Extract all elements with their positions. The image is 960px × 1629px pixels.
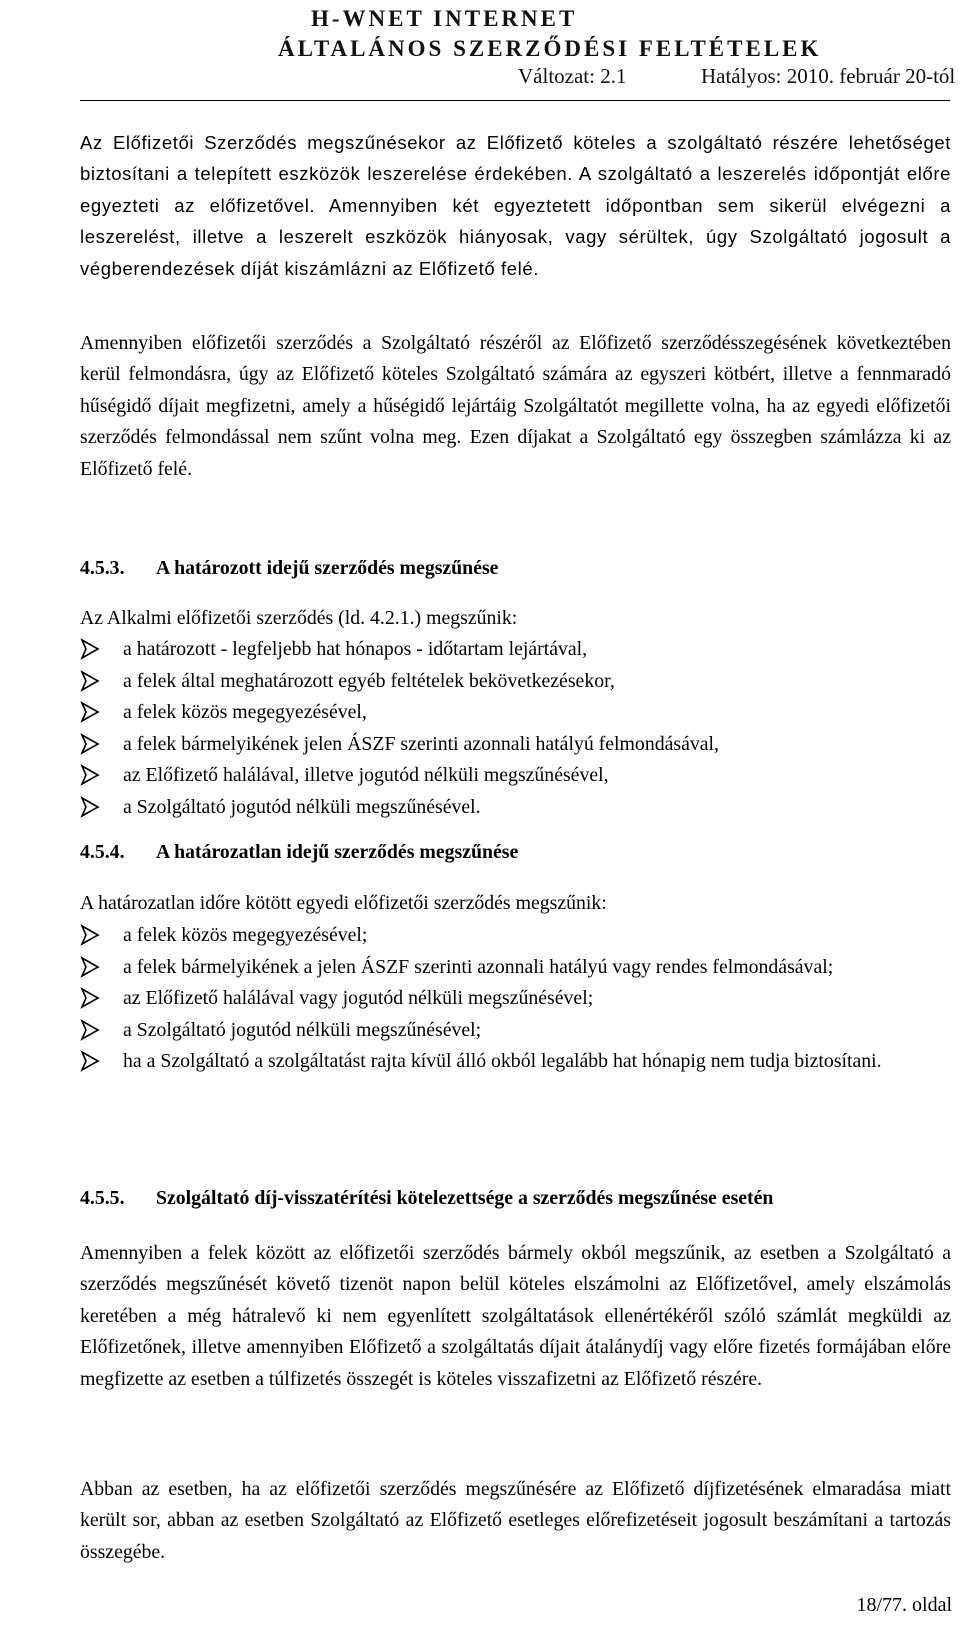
section-number: 4.5.4.	[80, 841, 125, 863]
section-intro-453: Az Alkalmi előfizetői szerződés (ld. 4.2.1.) megszűnik:	[80, 607, 518, 629]
list-item-text: a felek bármelyikének jelen ÁSZF szerinti azonnali hatályú felmondásával,	[123, 732, 719, 755]
list-item	[80, 920, 951, 952]
list-item-text: a Szolgáltató jogutód nélküli megszűnésével;	[123, 1018, 482, 1041]
section-title: A határozott idejű szerződés megszűnése	[156, 557, 499, 579]
list-item-text: a felek bármelyikének a jelen ÁSZF szerinti azonnali hatályú vagy rendes felmondásával;	[123, 955, 834, 978]
section-heading-453	[80, 553, 498, 583]
arrow-bullet-icon	[80, 764, 100, 786]
list-item	[80, 760, 951, 792]
paragraph-refund: Amennyiben a felek között az előfizetői szerződés bármely okból megszűnik, az esetben a Szolgáltató a szerződés megszűnését követő tizenöt napon belül köteles elszámolni az Előfizetővel, amely elszámolás keretében a még hátralevő ki nem egyenlített szolgáltatások ellenértékéről szóló számlát megküldi az Előfizetőnek, illetve amennyiben Előfizető a szolgáltatás díjait átalánydíj vagy előre fizetés formájában előre megfizette az esetben a túlfizetés összegét is köteles visszafizetni az Előfizető részére.	[80, 1242, 951, 1390]
list-item	[80, 983, 951, 1015]
section-title: Szolgáltató díj-visszatérítési kötelezettsége a szerződés megszűnése esetén	[156, 1187, 774, 1209]
arrow-bullet-icon	[80, 796, 100, 818]
arrow-bullet-icon	[80, 670, 100, 692]
paragraph-dismantling: Az Előfizetői Szerződés megszűnésekor az Előfizető köteles a szolgáltató részére lehetőséget biztosítani a telepített eszközök leszerelése érdekében. A szolgáltató a leszerelés időpontját előre egyezteti az előfizetővel. Amennyiben két egyeztetett időpontban sem sikerül elvégezni a leszerelést, illetve a leszerelt eszközök hiányosak, vagy sérültek, úgy Szolgáltató jogosult a végberendezések díját kiszámlázni az Előfizető felé.	[80, 132, 951, 279]
arrow-bullet-icon	[80, 987, 100, 1009]
section-number: 4.5.3.	[80, 557, 125, 579]
arrow-bullet-icon	[80, 733, 100, 755]
list-item	[80, 666, 951, 698]
list-item	[80, 697, 951, 729]
arrow-bullet-icon	[80, 956, 100, 978]
arrow-bullet-icon	[80, 701, 100, 723]
list-item	[80, 634, 951, 666]
list-item-text: a Szolgáltató jogutód nélküli megszűnésével.	[123, 795, 481, 818]
header-rule	[80, 100, 950, 101]
list-item-text: az Előfizető halálával vagy jogutód nélküli megszűnésével;	[123, 987, 594, 1010]
arrow-bullet-icon	[80, 638, 100, 660]
arrow-bullet-icon	[80, 1050, 100, 1072]
list-453	[80, 634, 951, 824]
header-effective: Hatályos: 2010. február 20-tól	[700, 64, 956, 88]
list-item-text: ha a Szolgáltató a szolgáltatást rajta kívül álló okból legalább hat hónapig nem tudja biztosítani.	[123, 1050, 882, 1073]
list-item	[80, 952, 951, 984]
header-version-line	[518, 64, 955, 89]
header-version: Változat: 2.1	[518, 64, 627, 88]
section-title: A határozatlan idejű szerződés megszűnése	[156, 841, 519, 863]
list-item	[80, 1015, 951, 1047]
list-item-text: a felek közös megegyezésével,	[123, 701, 367, 724]
list-item-text: a határozott - legfeljebb hat hónapos - időtartam lejártával,	[123, 638, 588, 660]
list-item-text: a felek által meghatározott egyéb feltételek bekövetkezésekor,	[123, 669, 615, 692]
list-item-text: az Előfizető halálával, illetve jogutód nélküli megszűnésével,	[123, 764, 609, 787]
section-heading-454	[80, 837, 518, 867]
list-454	[80, 920, 951, 1078]
list-item-text: a felek közös megegyezésével;	[123, 924, 368, 946]
section-number: 4.5.5.	[80, 1187, 125, 1209]
page-number: 18/77. oldal	[856, 1594, 952, 1616]
section-heading-455	[80, 1183, 773, 1213]
header-company: H-WNET INTERNET	[311, 6, 578, 31]
paragraph-breach: Amennyiben előfizetői szerződés a Szolgáltató részéről az Előfizető szerződésszegésének következtében kerül felmondásra, úgy az Előfizető köteles Szolgáltató számára az egyszeri kötbért, illetve a fennmaradó hűségidő díjait megfizetni, amely a hűségidő lejártáig Szolgáltatót megillette volna, ha az egyedi előfizetői szerződés felmondással nem szűnt volna meg. Ezen díjakat a Szolgáltató egy összegben számlázza ki az Előfizető felé.	[80, 332, 951, 480]
paragraph-offset: Abban az esetben, ha az előfizetői szerződés megszűnésére az Előfizető díjfizetésének elmaradása miatt került sor, abban az esetben Szolgáltató az Előfizető esetleges előrefizetéseit jogosult beszámítani a tartozás összegébe.	[80, 1478, 951, 1563]
arrow-bullet-icon	[80, 924, 100, 946]
list-item	[80, 792, 951, 824]
list-item	[80, 729, 951, 761]
header-title: ÁLTALÁNOS SZERZŐDÉSI FELTÉTELEK	[278, 36, 822, 61]
list-item	[80, 1046, 951, 1078]
arrow-bullet-icon	[80, 1019, 100, 1041]
section-intro-454: A határozatlan időre kötött egyedi előfizetői szerződés megszűnik:	[80, 892, 607, 914]
